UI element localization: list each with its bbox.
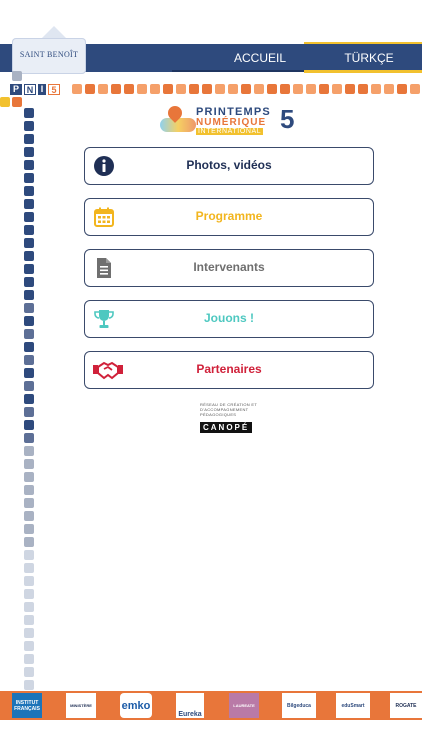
decor-square (24, 433, 34, 443)
decor-square (24, 459, 34, 469)
partner-logo-laureate[interactable] (229, 693, 259, 718)
decor-square (24, 277, 34, 287)
decor-square (72, 84, 82, 94)
decor-square-orange (12, 97, 22, 107)
partner-label: Eureka (178, 711, 202, 718)
decor-square (24, 654, 34, 664)
decor-square (24, 238, 34, 248)
brand-title-line3: INTERNATIONAL (198, 128, 262, 135)
decor-square (254, 84, 264, 94)
partner-label: emko (121, 699, 151, 712)
decor-square (98, 84, 108, 94)
photos-videos-button[interactable] (84, 147, 374, 185)
decor-square (24, 641, 34, 651)
pni-badge-p: P (10, 84, 22, 95)
programme-button[interactable] (84, 198, 374, 236)
decor-square (24, 108, 34, 118)
decor-square (280, 84, 290, 94)
brand-title-line2: NUMÉRIQUE (196, 117, 267, 128)
decor-square (332, 84, 342, 94)
brand-wave-graphic (160, 118, 196, 132)
decor-square (384, 84, 394, 94)
pni-badge-n: N (24, 84, 36, 95)
decor-square (24, 199, 34, 209)
decor-square (24, 576, 34, 586)
decor-square (24, 355, 34, 365)
decor-square (24, 381, 34, 391)
decor-square (137, 84, 147, 94)
decor-square (189, 84, 199, 94)
partner-label: INSTITUT FRANÇAIS (14, 699, 40, 712)
pni-badge-5: 5 (48, 84, 60, 95)
decor-square (24, 329, 34, 339)
decor-square (24, 316, 34, 326)
decor-square (24, 303, 34, 313)
decor-square (24, 446, 34, 456)
decor-square (293, 84, 303, 94)
photos-videos-label: Photos, vidéos (186, 158, 272, 172)
decor-square (24, 667, 34, 677)
partner-logo-ministere[interactable] (66, 693, 96, 718)
decor-square (241, 84, 251, 94)
decor-square (163, 84, 173, 94)
partner-label: eduSmart (341, 702, 365, 709)
decor-square (24, 420, 34, 430)
decor-square (24, 134, 34, 144)
brand-edition-number: 5 (280, 104, 295, 134)
school-logo (0, 34, 90, 74)
canope-name: CANOPÉ (200, 422, 252, 433)
decor-square (24, 212, 34, 222)
decor-square (24, 394, 34, 404)
decor-square (215, 84, 225, 94)
brand-title-line1: PRINTEMPS (196, 106, 271, 118)
decor-square (176, 84, 186, 94)
decor-square (24, 550, 34, 560)
partners-footer (0, 691, 422, 720)
decor-square (85, 84, 95, 94)
decor-square (410, 84, 420, 94)
intervenants-label: Intervenants (193, 260, 265, 274)
decor-square (24, 498, 34, 508)
decor-square (124, 84, 134, 94)
decor-square (24, 537, 34, 547)
canope-tagline: RÉSEAU DE CRÉATION ET D'ACCOMPAGNEMENT PÉDAGOGIQUES (200, 402, 258, 417)
decor-square (24, 524, 34, 534)
decor-square (24, 472, 34, 482)
decor-square (228, 84, 238, 94)
decor-square (150, 84, 160, 94)
jouons-button[interactable] (84, 300, 374, 338)
jouons-label: Jouons ! (204, 311, 254, 325)
programme-label: Programme (195, 209, 263, 223)
decor-square-column (24, 108, 34, 693)
partner-label: LAUREATE (233, 703, 255, 708)
decor-square (24, 342, 34, 352)
decor-square (24, 368, 34, 378)
decor-square (24, 511, 34, 521)
partner-label: Bilgeduca (287, 702, 311, 709)
decor-square (267, 84, 277, 94)
partner-logo-bilgeduca[interactable] (282, 693, 316, 718)
decor-square (24, 602, 34, 612)
decor-square (24, 173, 34, 183)
partner-logo-institut-francais[interactable] (12, 693, 42, 718)
decor-square (371, 84, 381, 94)
decor-square (24, 186, 34, 196)
decor-square (24, 251, 34, 261)
decor-square (24, 485, 34, 495)
pni-badge-i: I (38, 84, 46, 95)
decor-square (24, 563, 34, 573)
partner-logo-rogate[interactable] (390, 693, 422, 718)
partner-label: MINISTÈRE (70, 703, 92, 708)
intervenants-button[interactable] (84, 249, 374, 287)
decor-square (24, 290, 34, 300)
decor-square (24, 147, 34, 157)
partenaires-label: Partenaires (196, 362, 262, 376)
decor-square-gray (12, 71, 22, 81)
partner-logo-edusmart[interactable] (336, 693, 370, 718)
decor-square (24, 160, 34, 170)
decor-square (202, 84, 212, 94)
partenaires-button[interactable] (84, 351, 374, 389)
decor-square (358, 84, 368, 94)
canope-logo (200, 402, 258, 432)
decor-square (24, 264, 34, 274)
decor-square (24, 225, 34, 235)
tab-turkce[interactable]: TÜRKÇE (344, 51, 394, 65)
decor-square (345, 84, 355, 94)
event-brand-logo (160, 104, 300, 136)
partner-logo-emko[interactable] (120, 693, 152, 718)
decor-square (306, 84, 316, 94)
decor-square-row (72, 84, 422, 94)
partner-logo-eureka[interactable] (176, 693, 204, 718)
logo-text: SAINT BENOÎT (19, 50, 79, 59)
decor-square (24, 121, 34, 131)
decor-square (24, 680, 34, 690)
decor-square (397, 84, 407, 94)
decor-square (24, 615, 34, 625)
decor-square (319, 84, 329, 94)
partner-label: ROGATE (395, 702, 417, 709)
decor-square (24, 628, 34, 638)
tab-accueil[interactable]: ACCUEIL (233, 51, 286, 65)
decor-square-yellow (0, 97, 10, 107)
decor-square (24, 589, 34, 599)
decor-square (111, 84, 121, 94)
decor-square (24, 407, 34, 417)
